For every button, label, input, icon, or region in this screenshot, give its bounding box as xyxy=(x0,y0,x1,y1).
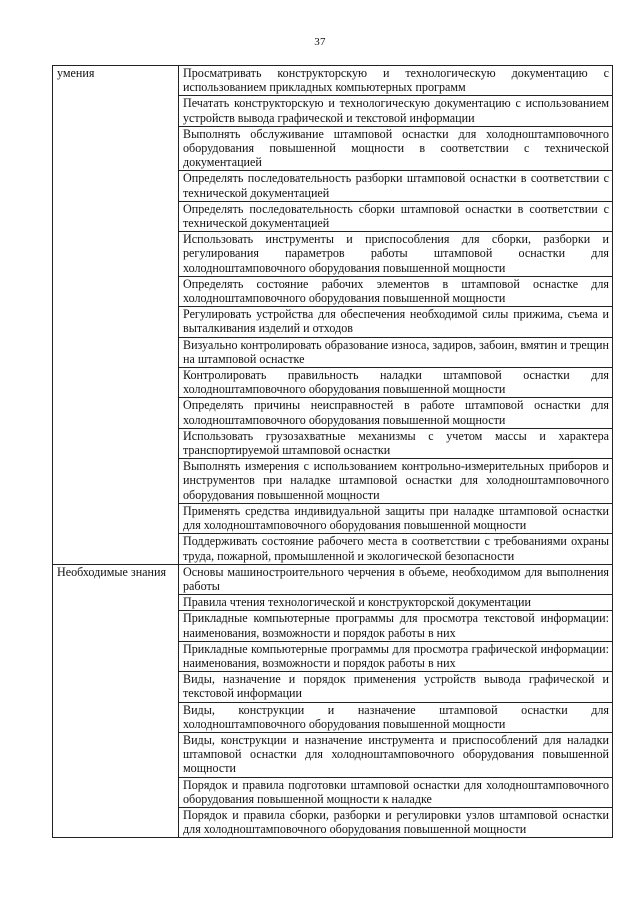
requirement-item: Поддерживать состояние рабочего места в соответствии с требованиями охраны труда, пожарной, промышленной и экологической безопасности xyxy=(179,534,613,564)
requirement-item: Основы машиностроительного черчения в объеме, необходимом для выполнения работы xyxy=(179,564,613,594)
category-label: Необходимые знания xyxy=(53,564,179,838)
requirement-item: Виды, конструкции и назначение штамповой оснастки для холодноштамповочного оборудования повышенной мощности xyxy=(179,702,613,732)
requirement-item: Правила чтения технологической и конструкторской документации xyxy=(179,595,613,611)
requirement-item: Порядок и правила сборки, разборки и регулировки узлов штамповой оснастки для холодноштамповочного оборудования повышенной мощности xyxy=(179,807,613,837)
requirements-table xyxy=(52,65,613,838)
requirement-item: Определять последовательность разборки штамповой оснастки в соответствии с технической документацией xyxy=(179,171,613,201)
requirement-item: Использовать грузозахватные механизмы с учетом массы и характера транспортируемой штамповой оснастки xyxy=(179,428,613,458)
table-row xyxy=(53,66,613,96)
requirement-item: Просматривать конструкторскую и технологическую документацию с использованием прикладных компьютерных программ xyxy=(179,66,613,96)
requirement-item: Печатать конструкторскую и технологическую документацию с использованием устройств вывода графической и текстовой информации xyxy=(179,96,613,126)
requirement-item: Регулировать устройства для обеспечения необходимой силы прижима, съема и выталкивания изделий и отходов xyxy=(179,307,613,337)
requirement-item: Контролировать правильность наладки штамповой оснастки для холодноштамповочного оборудования повышенной мощности xyxy=(179,368,613,398)
table-row xyxy=(53,564,613,594)
requirement-item: Выполнять обслуживание штамповой оснастки для холодноштамповочного оборудования повышенной мощности в соответствии с технической документацией xyxy=(179,126,613,171)
requirements-table-body xyxy=(53,66,613,838)
requirement-item: Использовать инструменты и приспособления для сборки, разборки и регулирования параметров работы штамповой оснастки для холодноштамповочного оборудования повышенной мощности xyxy=(179,232,613,277)
requirement-item: Определять состояние рабочих элементов в штамповой оснастке для холодноштамповочного оборудования повышенной мощности xyxy=(179,276,613,306)
requirement-item: Применять средства индивидуальной защиты при наладке штамповой оснастки для холодноштамповочного оборудования повышенной мощности xyxy=(179,503,613,533)
requirement-item: Порядок и правила подготовки штамповой оснастки для холодноштамповочного оборудования повышенной мощности к наладке xyxy=(179,777,613,807)
requirement-item: Виды, конструкции и назначение инструмента и приспособлений для наладки штамповой оснастки для холодноштамповочного оборудования повышенной мощности xyxy=(179,732,613,777)
requirement-item: Определять причины неисправностей в работе штамповой оснастки для холодноштамповочного оборудования повышенной мощности xyxy=(179,398,613,428)
requirement-item: Выполнять измерения с использованием контрольно-измерительных приборов и инструментов при наладке штамповой оснастки для холодноштамповочного оборудования повышенной мощности xyxy=(179,459,613,504)
requirement-item: Определять последовательность сборки штамповой оснастки в соответствии с технической документацией xyxy=(179,201,613,231)
requirement-item: Прикладные компьютерные программы для просмотра текстовой информации: наименования, возможности и порядок работы в них xyxy=(179,611,613,641)
requirement-item: Виды, назначение и порядок применения устройств вывода графической и текстовой информации xyxy=(179,672,613,702)
requirement-item: Прикладные компьютерные программы для просмотра графической информации: наименования, возможности и порядок работы в них xyxy=(179,641,613,671)
page-number: 37 xyxy=(314,36,326,48)
requirement-item: Визуально контролировать образование износа, задиров, забоин, вмятин и трещин на штамповой оснастке xyxy=(179,337,613,367)
category-label: умения xyxy=(53,66,179,565)
